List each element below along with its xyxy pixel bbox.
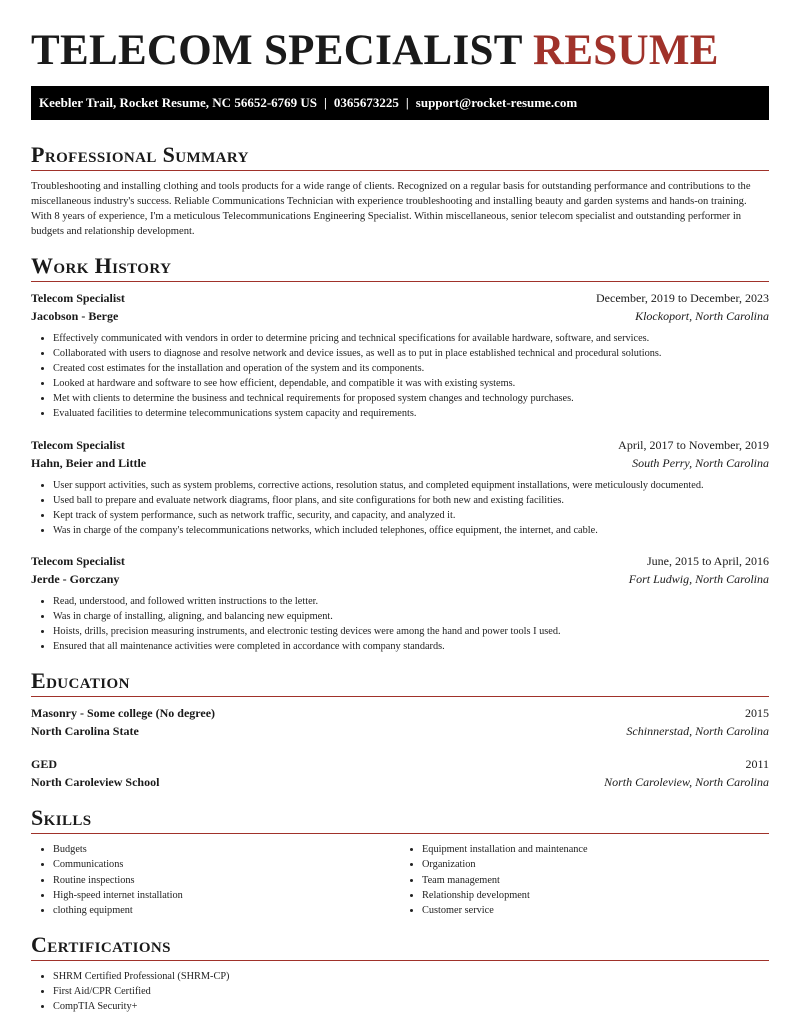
job-bullet: • Looked at hardware and software to see how efficient, dependable, and compatible it was with existing systems. xyxy=(53,376,769,391)
work-section xyxy=(31,253,769,654)
education-degree: GED xyxy=(31,757,58,772)
certifications-list xyxy=(31,969,769,1014)
education-location: North Caroleview, North Carolina xyxy=(604,775,769,790)
contact-separator: | xyxy=(405,95,409,110)
skill-item: • Budgets xyxy=(53,842,400,857)
contact-separator: | xyxy=(324,95,327,110)
job-bullet: • Collaborated with users to diagnose and resolve network and device issues, as well as to put in place established technical and procedural solutions. xyxy=(53,346,769,361)
job-bullet: • Ensured that all maintenance activities were completed in accordance with company standards. xyxy=(53,639,769,654)
education-entry xyxy=(31,755,769,791)
title-accent: RESUME xyxy=(532,27,719,74)
job-company: Jacobson - Berge xyxy=(31,309,119,323)
job-entry xyxy=(31,552,769,654)
skills-grid xyxy=(31,834,769,917)
certification-item: • First Aid/CPR Certified xyxy=(53,984,769,999)
skill-item: • Communications xyxy=(53,857,400,872)
job-dates: June, 2015 to April, 2016 xyxy=(647,553,769,568)
job-title: Telecom Specialist xyxy=(31,553,125,568)
job-dates: December, 2019 to December, 2023 xyxy=(596,291,769,305)
skills-list-right xyxy=(400,842,769,917)
skills-list-left xyxy=(31,842,400,917)
contact-phone: 0365673225 xyxy=(333,95,399,110)
resume-title xyxy=(31,0,769,84)
job-bullet: • Effectively communicated with vendors in order to determine pricing and technical specifications for available hardware, software, and services. xyxy=(53,331,769,346)
job-company: Jerde - Gorczany xyxy=(31,571,120,586)
job-company: Hahn, Beier and Little xyxy=(31,455,147,470)
education-section xyxy=(31,668,769,791)
job-bullet: • Read, understood, and followed written instructions to the letter. xyxy=(53,594,769,609)
education-entry xyxy=(31,704,769,740)
job-dates: April, 2017 to November, 2019 xyxy=(618,437,769,452)
skill-item: • clothing equipment xyxy=(53,903,400,918)
education-school: North Carolina State xyxy=(31,724,139,739)
skill-item: • Customer service xyxy=(422,903,769,918)
skill-item: • Routine inspections xyxy=(53,873,400,888)
certifications-heading: Certifications xyxy=(31,932,769,961)
job-bullet: • Kept track of system performance, such as network traffic, security, and capacity, and analyzed it. xyxy=(53,508,769,523)
certification-item: • CompTIA Security+ xyxy=(53,999,769,1014)
job-location: Klockoport, North Carolina xyxy=(635,309,769,323)
job-bullets xyxy=(31,331,769,422)
job-bullet: • Met with clients to determine the business and technical requirements for proposed system changes and technology purchases. xyxy=(53,391,769,406)
education-year: 2015 xyxy=(745,706,769,721)
job-entry xyxy=(31,289,769,422)
skill-item: • Relationship development xyxy=(422,888,769,903)
contact-address: Keebler Trail, Rocket Resume, NC 56652-6769 US xyxy=(39,95,318,110)
summary-section xyxy=(31,142,769,239)
job-location: Fort Ludwig, North Carolina xyxy=(628,571,769,586)
education-school: North Caroleview School xyxy=(31,775,160,790)
skill-item: • Team management xyxy=(422,873,769,888)
skill-item: • Equipment installation and maintenance xyxy=(422,842,769,857)
job-bullets xyxy=(31,478,769,538)
contact-bar xyxy=(31,86,769,120)
education-degree: Masonry - Some college (No degree) xyxy=(31,706,216,721)
job-bullets xyxy=(31,594,769,654)
job-title: Telecom Specialist xyxy=(31,291,125,305)
job-bullet: • Evaluated facilities to determine telecommunications system capacity and requirements. xyxy=(53,406,769,421)
title-main: TELECOM SPECIALIST xyxy=(31,27,522,74)
job-title: Telecom Specialist xyxy=(31,437,125,452)
skills-section xyxy=(31,805,769,917)
education-location: Schinnerstad, North Carolina xyxy=(626,724,769,739)
skill-item: • High-speed internet installation xyxy=(53,888,400,903)
certification-item: • SHRM Certified Professional (SHRM-CP) xyxy=(53,969,769,984)
job-bullet: • Hoists, drills, precision measuring instruments, and electronic testing devices were among the hand and power tools I used. xyxy=(53,624,769,639)
work-heading: Work History xyxy=(31,253,769,282)
certifications-section xyxy=(31,932,769,1014)
education-year: 2011 xyxy=(745,757,769,772)
job-bullet: • Was in charge of the company's telecommunications networks, which included telephones, office equipment, the internet, and cable. xyxy=(53,523,769,538)
job-bullet: • User support activities, such as system problems, corrective actions, resolution status, and completed equipment installations, were meticulously documented. xyxy=(53,478,769,493)
job-bullet: • Created cost estimates for the installation and operation of the system and its components. xyxy=(53,361,769,376)
summary-text: Troubleshooting and installing clothing and tools products for a wide range of clients. Recognized on a regular basis for outstanding performance and contributions to the miscellaneous industry's success. Reliable Communications Technician with experience troubleshooting and installing beauty and garden systems and hands-on training. With 8 years of experience, I'm a meticulous Telecommunications Engineering Specialist. Within miscellaneous, senior telecom specialist and outstanding performer in budgets and relationship development. xyxy=(31,181,751,237)
skill-item: • Organization xyxy=(422,857,769,872)
job-bullet: • Used ball to prepare and evaluate network diagrams, floor plans, and site configurations for both new and existing facilities. xyxy=(53,493,769,508)
summary-heading: Professional Summary xyxy=(31,142,769,171)
skills-heading: Skills xyxy=(31,805,769,834)
contact-email: support@rocket-resume.com xyxy=(415,95,578,110)
job-bullet: • Was in charge of installing, aligning, and balancing new equipment. xyxy=(53,609,769,624)
job-entry xyxy=(31,436,769,538)
education-heading: Education xyxy=(31,668,769,697)
job-location: South Perry, North Carolina xyxy=(632,455,769,470)
